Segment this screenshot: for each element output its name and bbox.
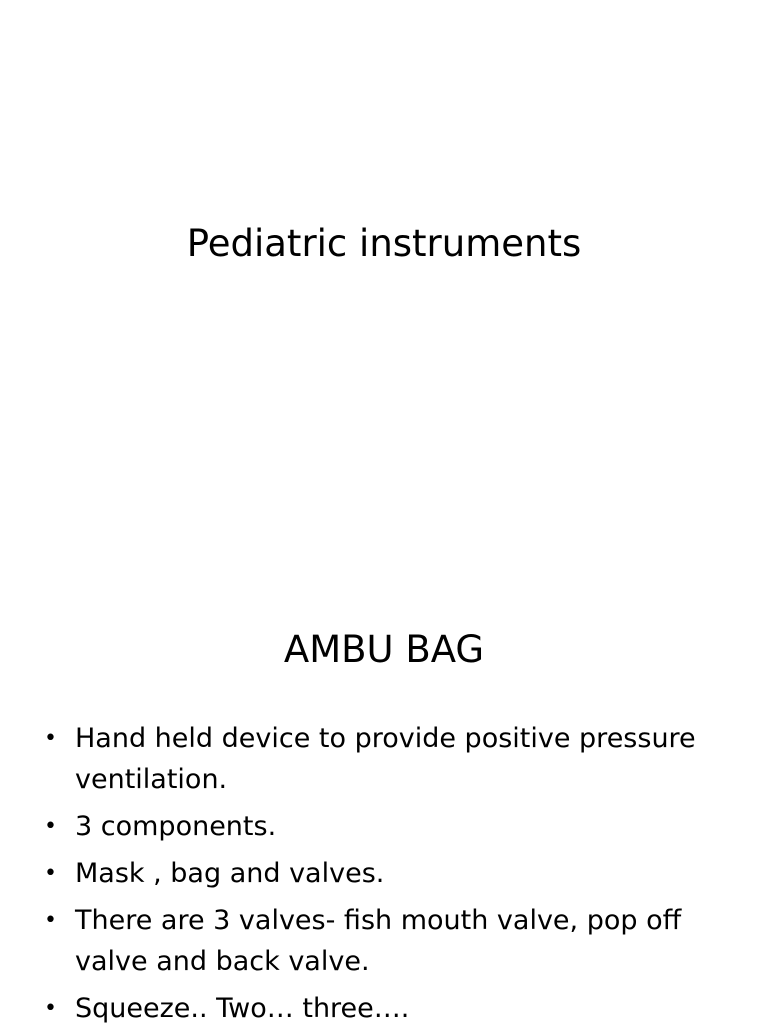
- bullet-item: [44, 806, 734, 847]
- bullet-list: [44, 718, 734, 1024]
- bullet-text: Mask , bag and valves.: [75, 858, 385, 889]
- bullet-icon: •: [44, 861, 57, 886]
- bullet-text: There are 3 valves- fish mouth valve, pop off valve and back valve.: [75, 905, 682, 977]
- slide-2: [0, 576, 768, 1024]
- bullet-item: [44, 988, 734, 1024]
- bullet-icon: •: [44, 996, 57, 1021]
- bullet-text: Squeeze.. Two… three….: [75, 993, 410, 1024]
- bullet-item: [44, 900, 734, 982]
- bullet-icon: •: [44, 814, 57, 839]
- bullet-icon: •: [44, 908, 57, 933]
- bullet-icon: •: [44, 726, 57, 751]
- bullet-text: Hand held device to provide positive pressure ventilation.: [75, 723, 696, 795]
- slide-title: Pediatric instruments: [186, 222, 582, 265]
- slide-title: AMBU BAG: [283, 628, 485, 671]
- bullet-item: [44, 853, 734, 894]
- bullet-item: [44, 718, 734, 800]
- bullet-text: 3 components.: [75, 811, 277, 842]
